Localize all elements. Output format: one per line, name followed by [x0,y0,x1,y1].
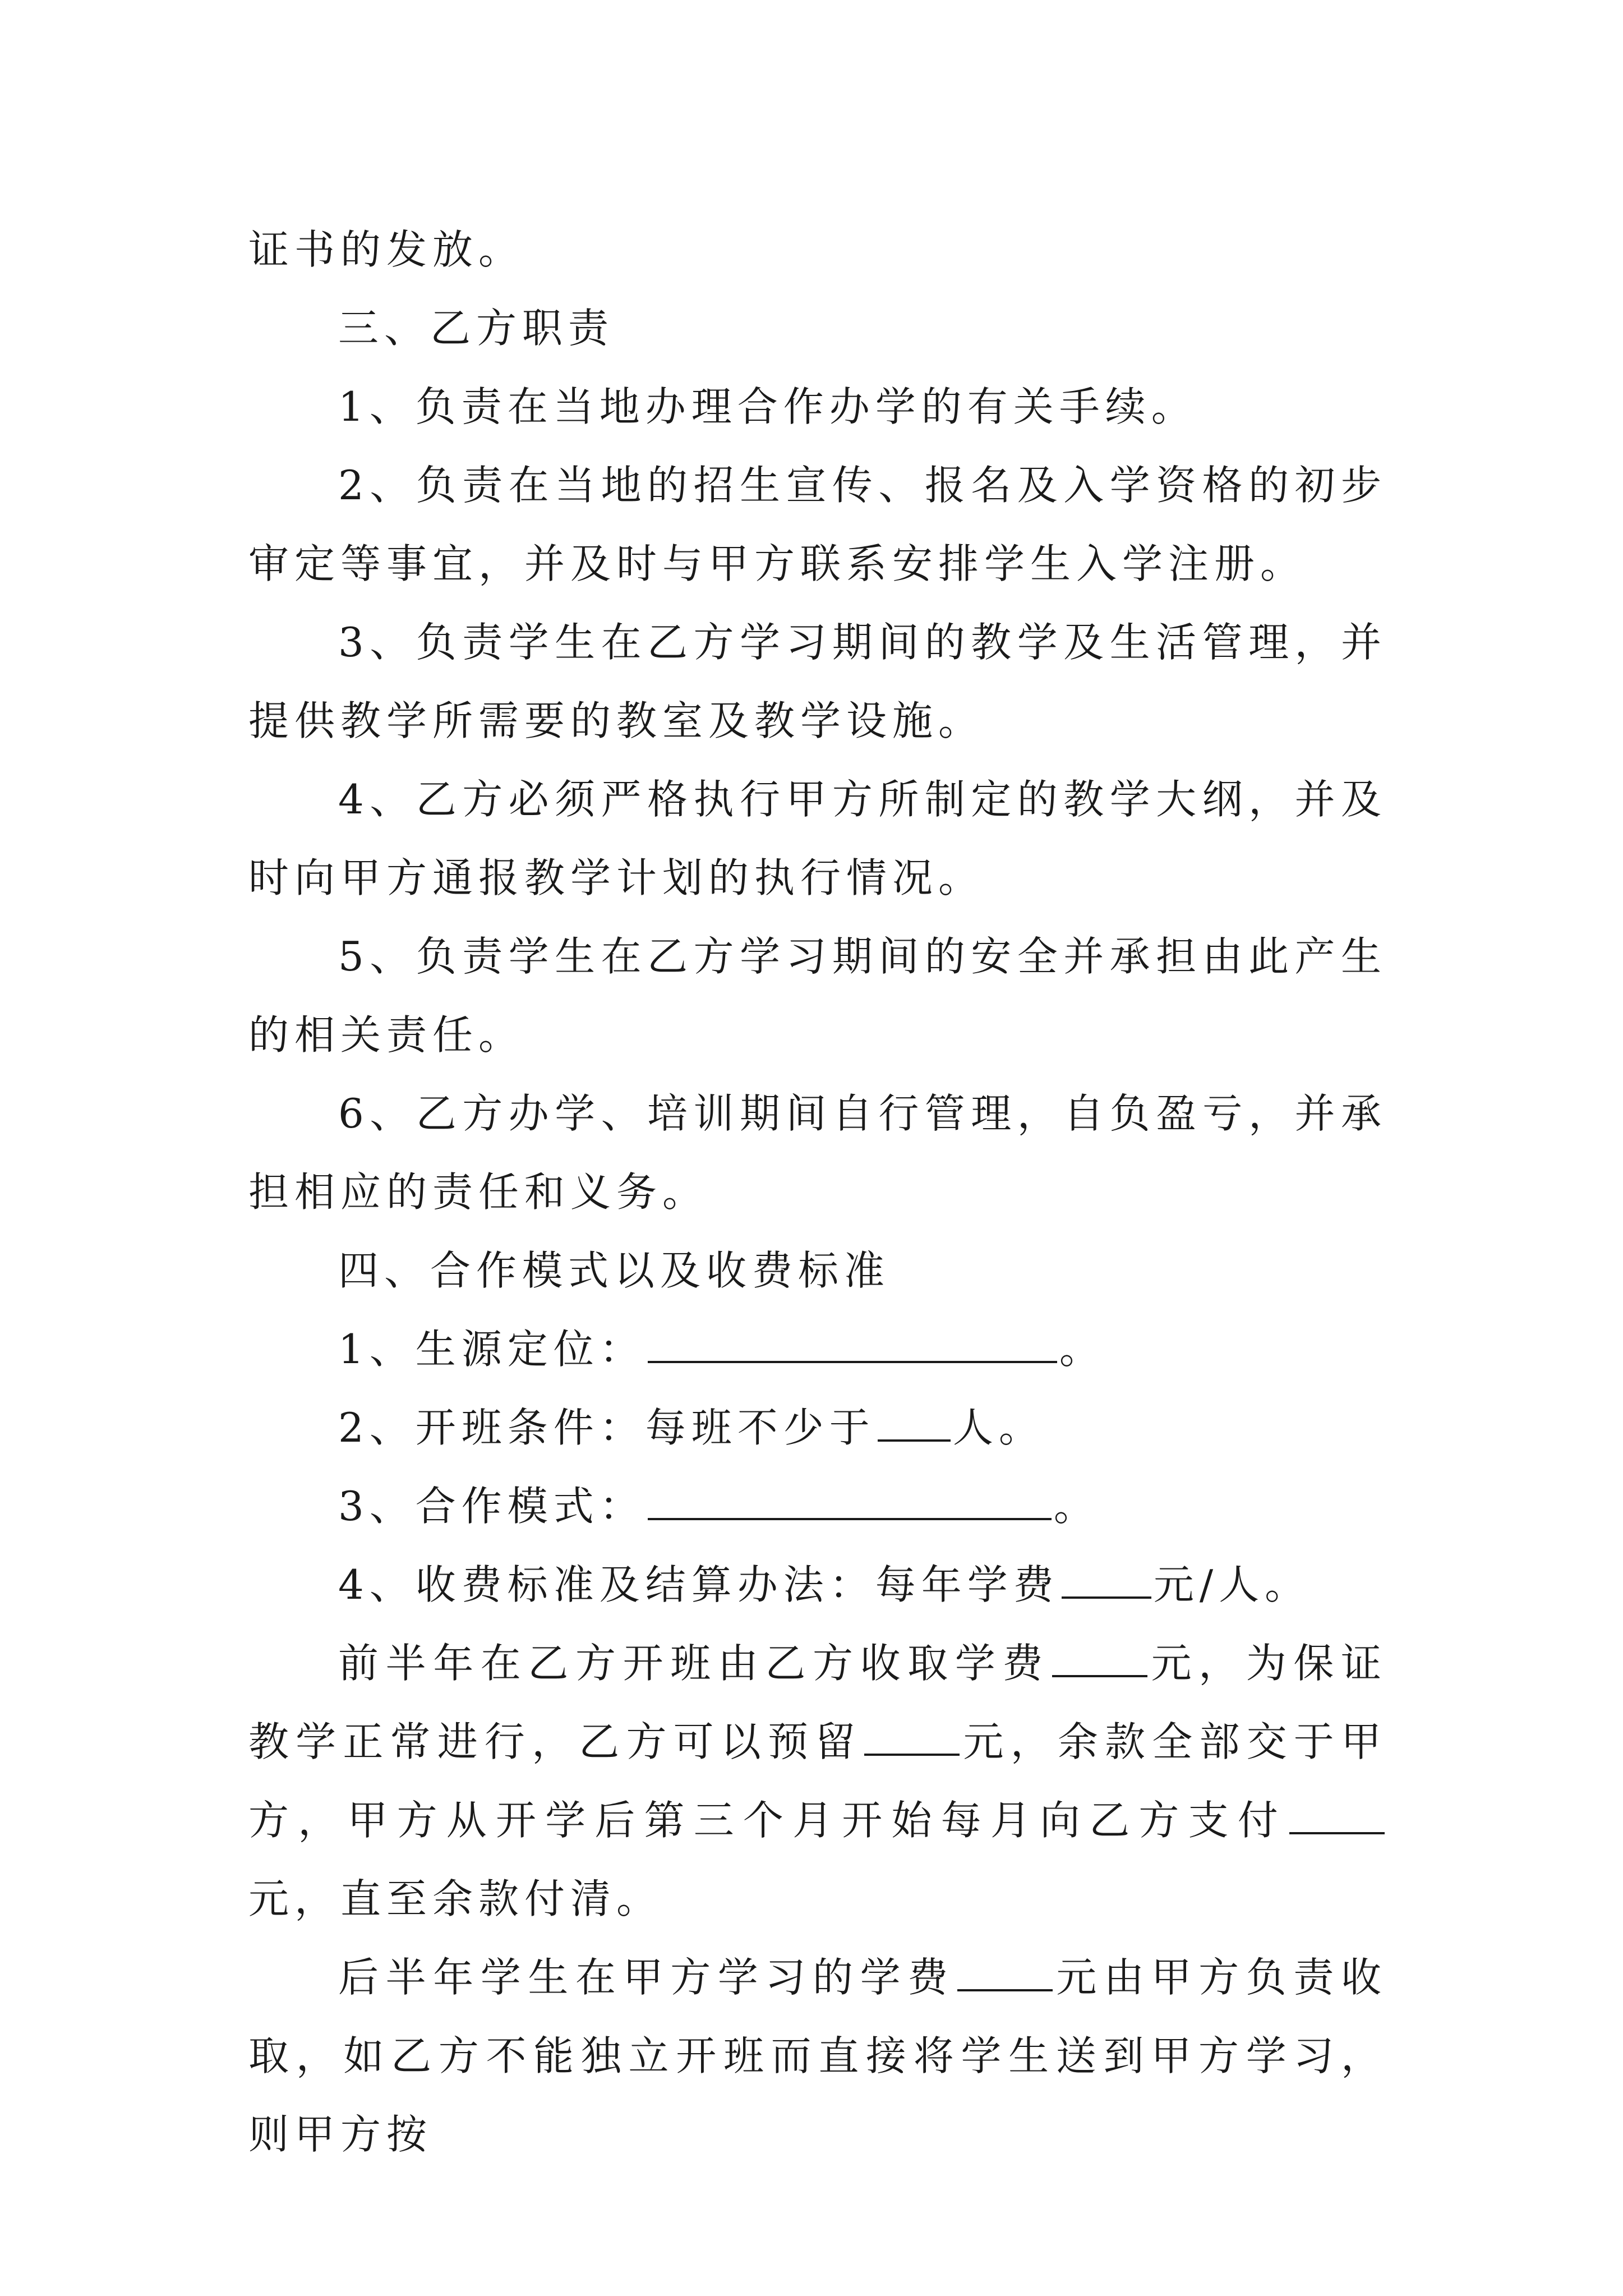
first-half-fee-paragraph: 前半年在乙方开班由乙方收取学费 元，为保证教学正常进行，乙方可以预留 元，余款全部交于甲方，甲方从开学后第三个月开始每月向乙方支付元，直至余款付清。 [248,1640,1387,1922]
section-four-item-2: 2、开班条件：每班不少于 人。 [338,1404,1045,1451]
fill-in-blank [1052,1642,1147,1677]
section-three-heading: 三、乙方职责 [338,305,615,352]
fill-in-blank [1062,1564,1151,1599]
second-half-fee-paragraph: 后半年学生在甲方学习的学费 元由甲方负责收取，如乙方不能独立开班而直接将学生送到甲方学习，则甲方按 [248,1954,1387,2158]
fill-in-blank [648,1328,1057,1363]
fill-in-blank [957,1957,1053,1991]
section-three-item-6: 6、乙方办学、培训期间自行管理，自负盈亏，并承担相应的责任和义务。 [248,1090,1387,1216]
paragraph-continuation: 证书的发放。 [248,226,525,273]
fill-in-blank [1289,1800,1385,1834]
fill-in-blank [878,1407,951,1442]
section-three-item-4: 4、乙方必须严格执行甲方所制定的教学大纲，并及时向甲方通报教学计划的执行情况。 [248,776,1387,901]
section-four-item-1: 1、生源定位： 。 [338,1326,1105,1373]
fill-in-blank [648,1485,1052,1520]
section-four-item-3: 3、合作模式： 。 [338,1483,1100,1530]
section-four-heading: 四、合作模式以及收费标准 [338,1247,891,1294]
section-three-item-5: 5、负责学生在乙方学习期间的安全并承担由此产生的相关责任。 [248,933,1387,1059]
section-three-item-1: 1、负责在当地办理合作办学的有关手续。 [338,383,1197,430]
section-three-item-2: 2、负责在当地的招生宣传、报名及入学资格的初步审定等事宜，并及时与甲方联系安排学生入学注册。 [248,462,1387,587]
fill-in-blank [864,1721,960,1756]
section-three-item-3: 3、负责学生在乙方学习期间的教学及生活管理，并提供教学所需要的教室及教学设施。 [248,619,1387,744]
section-four-item-4: 4、收费标准及结算办法：每年学费 元/人。 [338,1561,1311,1608]
document-body [248,210,1387,2174]
